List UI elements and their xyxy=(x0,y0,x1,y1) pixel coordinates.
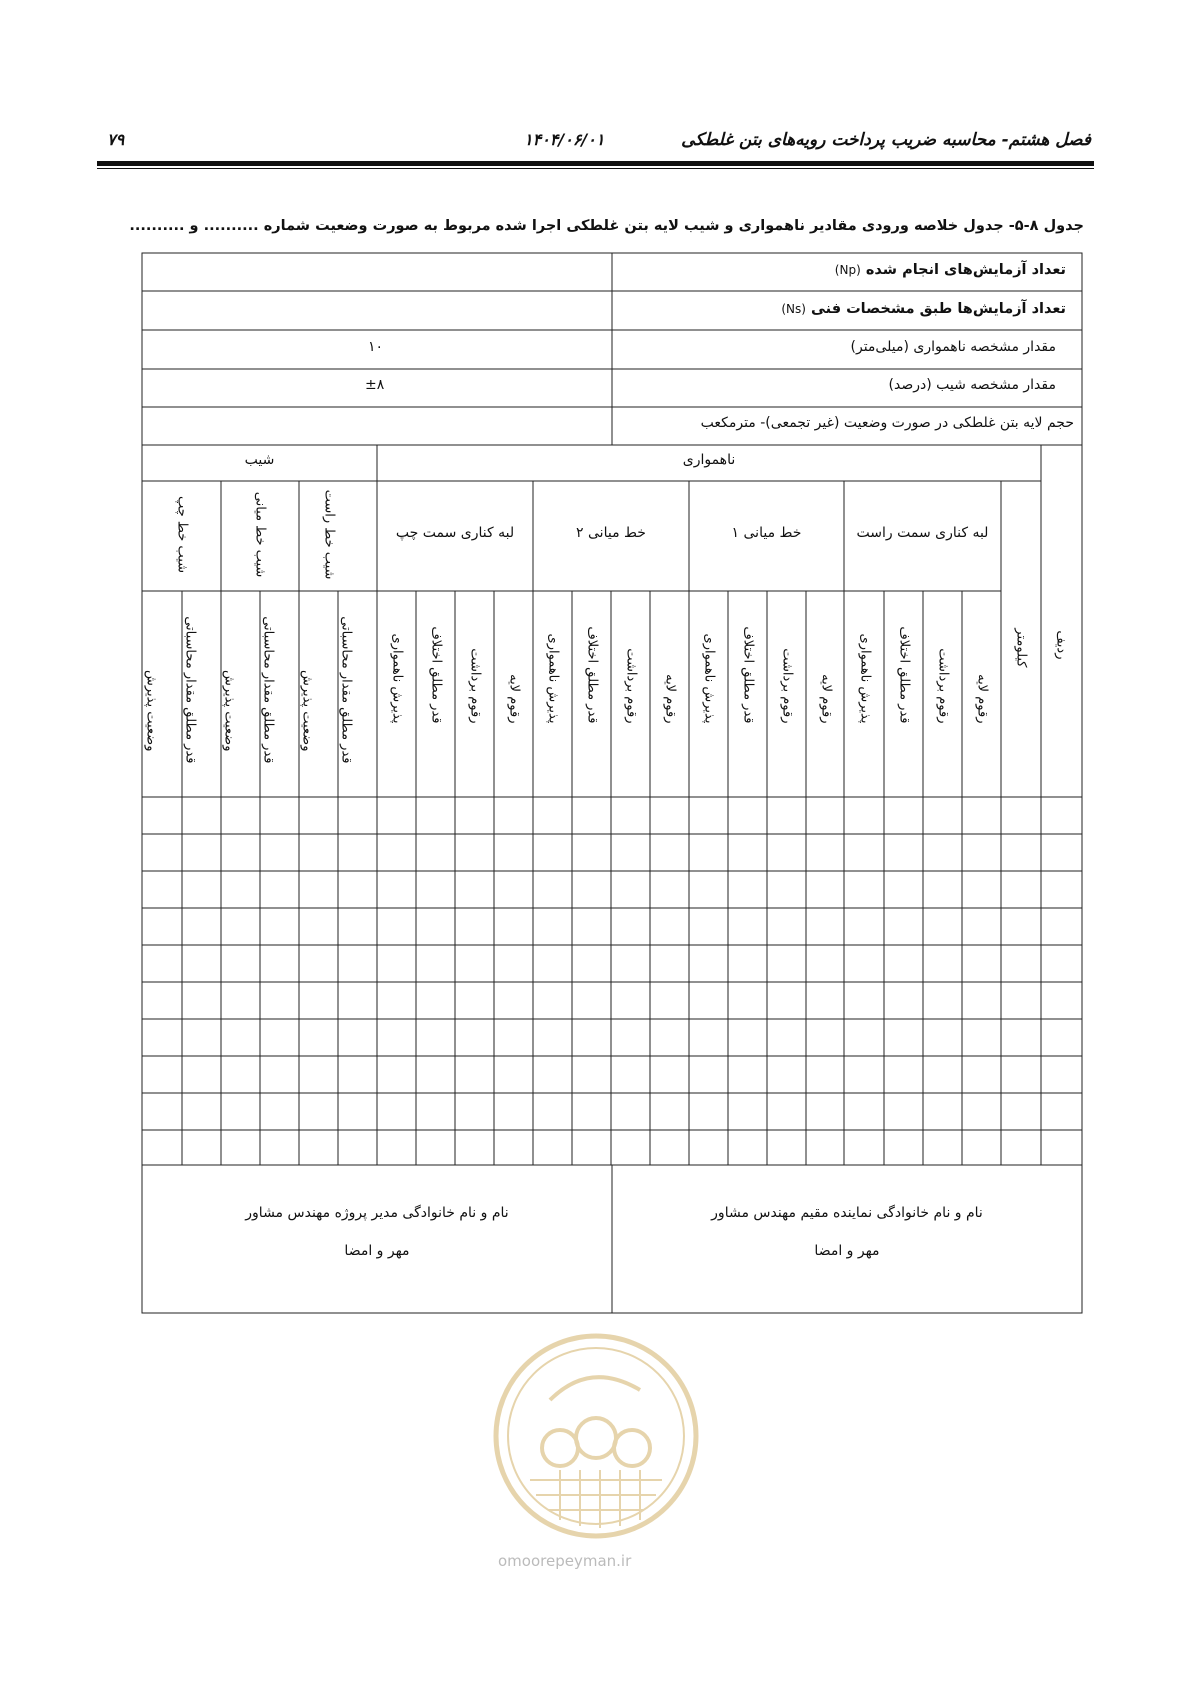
roughness-spec-value: ۱۰ xyxy=(368,339,384,355)
stamp-resident-rep: مهر و امضا xyxy=(814,1243,880,1259)
header-mid1: خط میانی ۱ xyxy=(731,525,802,541)
watermark-logo xyxy=(490,1330,702,1542)
col-le-diff: قدر مطلق اختلاف xyxy=(428,626,444,724)
col-sr-status: وضعیت پذیرش xyxy=(299,669,315,752)
layer-volume-label: حجم لایه بتن غلطکی در صورت وضعیت (غیر تجمعی)- مترمکعب xyxy=(700,415,1074,431)
col-m2-diff: قدر مطلق اختلاف xyxy=(584,626,600,724)
group-slope: شیب xyxy=(244,452,275,468)
tests-performed-label: تعداد آزمایش‌های انجام شده (Np) xyxy=(834,262,1066,278)
header-slope-middle: شیب خط میانی xyxy=(252,491,268,578)
header-right-edge: لبه کناری سمت راست xyxy=(856,525,989,541)
header-slope-left: شیب خط چپ xyxy=(174,495,190,574)
group-roughness: ناهمواری xyxy=(682,452,736,468)
col-m2-accept: پذیرش ناهمواری xyxy=(545,633,561,724)
tests-spec-label: تعداد آزمایش‌ها طبق مشخصات فنی (Ns) xyxy=(781,301,1066,317)
col-sr-calc: قدر مطلق مقدار محاسباتی xyxy=(338,616,354,764)
col-m2-layer: رقوم لایه xyxy=(662,674,678,724)
slope-spec-label: مقدار مشخصه شیب (درصد) xyxy=(888,377,1056,393)
table-caption: جدول ۸-۵- جدول خلاصه ورودی مقادیر ناهمواری و شیب لایه بتن غلطکی اجرا شده مربوط به صورت وضعیت شماره .......... و .......... xyxy=(129,218,1084,234)
header-km: کیلومتر xyxy=(1013,628,1029,668)
page-number: ۷۹ xyxy=(107,130,125,149)
col-sm-calc: قدر مطلق مقدار محاسباتی xyxy=(260,616,276,764)
col-le-layer: رقوم لایه xyxy=(506,674,522,724)
col-m1-accept: پذیرش ناهمواری xyxy=(701,633,717,724)
col-le-cut: رقوم برداشت xyxy=(467,648,483,724)
col-re-accept: پذیرش ناهمواری xyxy=(857,633,873,724)
signature-project-manager: نام و نام خانوادگی مدیر پروژه مهندس مشاور xyxy=(245,1205,509,1221)
col-m1-cut: رقوم برداشت xyxy=(779,648,795,724)
header-left-edge: لبه کناری سمت چپ xyxy=(395,525,515,541)
signature-resident-rep: نام و نام خانوادگی نماینده مقیم مهندس مشاور xyxy=(711,1205,983,1221)
col-sl-calc: قدر مطلق مقدار محاسباتی xyxy=(182,616,198,764)
col-sl-status: وضعیت پذیرش xyxy=(143,669,159,752)
col-le-accept: پذیرش ناهمواری xyxy=(389,633,405,724)
col-re-cut: رقوم برداشت xyxy=(935,648,951,724)
watermark-url: omoorepeyman.ir xyxy=(498,1552,632,1570)
col-m1-layer: رقوم لایه xyxy=(818,674,834,724)
col-m2-cut: رقوم برداشت xyxy=(623,648,639,724)
col-re-diff: قدر مطلق اختلاف xyxy=(896,626,912,724)
roughness-spec-label: مقدار مشخصه ناهمواری (میلی‌متر) xyxy=(850,339,1056,355)
chapter-title: فصل هشتم- محاسبه ضریب پرداخت رویه‌های بتن غلطکی xyxy=(681,130,1091,150)
stamp-project-manager: مهر و امضا xyxy=(344,1243,410,1259)
header-row: ردیف xyxy=(1053,630,1069,660)
slope-spec-value: ±۸ xyxy=(365,377,385,393)
col-m1-diff: قدر مطلق اختلاف xyxy=(740,626,756,724)
header-slope-right: شیب خط راست xyxy=(321,489,337,580)
header-date: ۱۴۰۴/۰۶/۰۱ xyxy=(524,130,605,149)
col-sm-status: وضعیت پذیرش xyxy=(221,669,237,752)
header-mid2: خط میانی ۲ xyxy=(576,525,646,541)
col-re-layer: رقوم لایه xyxy=(974,674,990,724)
